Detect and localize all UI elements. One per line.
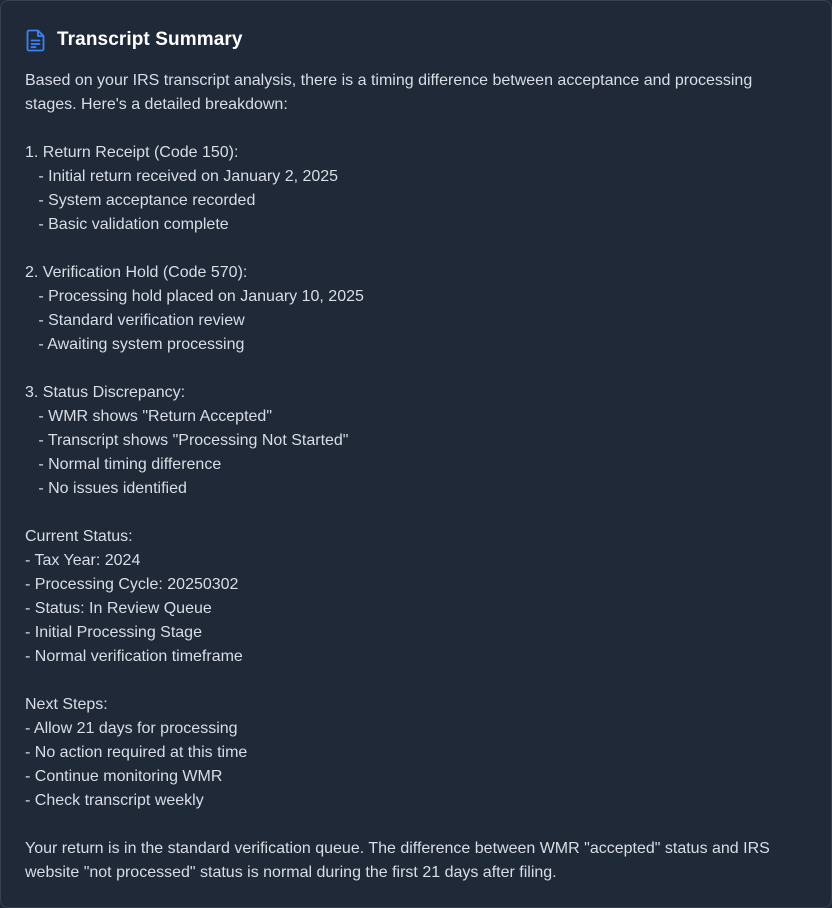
summary-title: Transcript Summary xyxy=(57,29,243,50)
document-icon xyxy=(25,28,47,52)
summary-body: Based on your IRS transcript analysis, there is a timing difference between acceptance and processing stages. Here's a detailed breakdown: 1. Return Receipt (Code 150): - Initial return received on January 2, 2025 - System acceptance recorded - Basic validation complete 2. Verification Hold (Code 570): - Processing hold placed on January 10, 2025 - Standard verification review - Awaiting system processing 3. Status Discrepancy: - WMR shows "Return Accepted" - Transcript shows "Processing Not Started" - Normal timing difference - No issues identified Current Status: - Tax Year: 2024 - Processing Cycle: 20250302 - Status: In Review Queue - Initial Processing Stage - Normal verification timeframe Next Steps: - Allow 21 days for processing - No action required at this time - Continue monitoring WMR - Check transcript weekly Your return is in the standard verification queue. The difference between WMR "accepted" status and IRS website "not processed" status is normal during the first 21 days after filing. xyxy=(25,72,770,881)
card-header xyxy=(25,28,243,52)
